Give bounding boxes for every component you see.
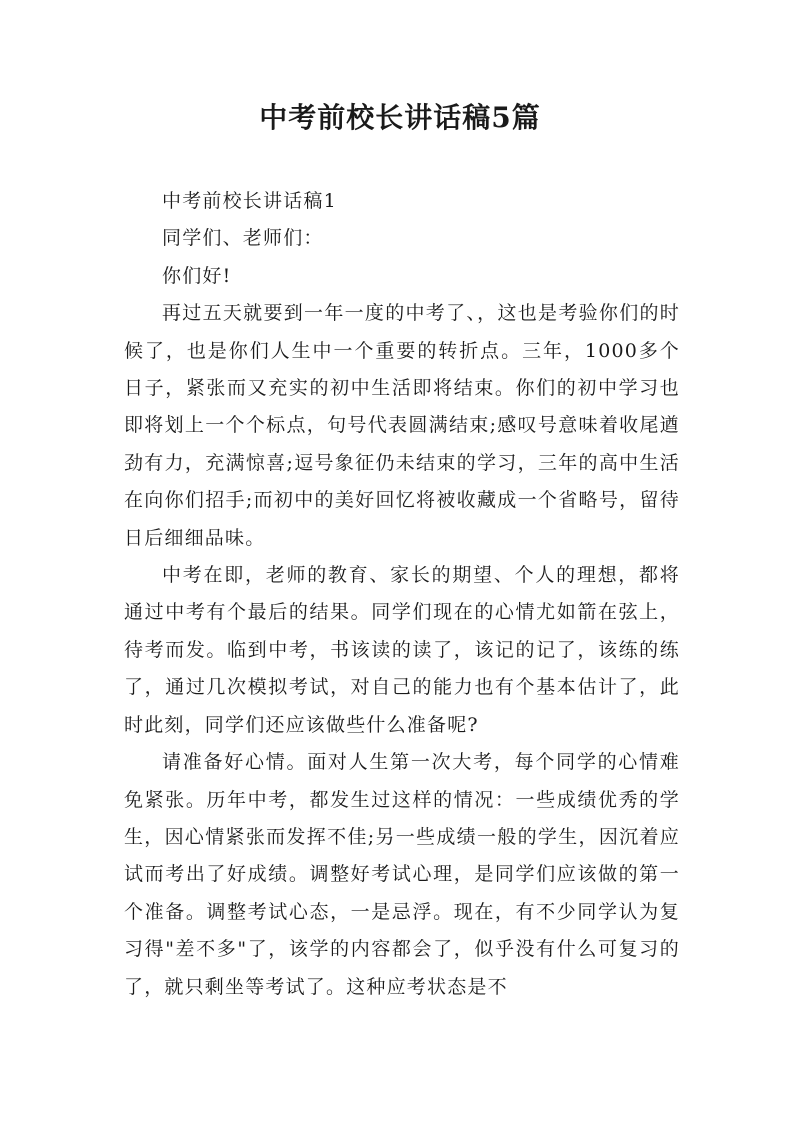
document-body — [124, 183, 680, 1006]
paragraph: 再过五天就要到一年一度的中考了、，这也是考验你们的时候了，也是你们人生中一个重要的转折点。三年，1000多个日子，紧张而又充实的初中生活即将结束。你们的初中学习也即将划上一个个标点，句号代表圆满结束;感叹号意味着收尾遒劲有力，充满惊喜;逗号象征仍未结束的学习，三年的高中生活在向你们招手;而初中的美好回忆将被收藏成一个省略号，留待日后细细品味。 — [124, 302, 680, 549]
paragraph: 请准备好心情。面对人生第一次大考，每个同学的心情难免紧张。历年中考，都发生过这样的情况：一些成绩优秀的学生，因心情紧张而发挥不佳;另一些成绩一般的学生，因沉着应试而考出了好成绩。调整好考试心理，是同学们应该做的第一个准备。调整考试心态，一是忌浮。现在，有不少同学认为复习得"差不多"了，该学的内容都会了，似乎没有什么可复习的了，就只剩坐等考试了。这种应考状态是不 — [124, 751, 680, 998]
salutation: 同学们、老师们： — [162, 227, 324, 250]
section-heading: 中考前校长讲话稿1 — [162, 190, 337, 212]
greeting: 你们好! — [162, 264, 232, 287]
document-title: 中考前校长讲话稿5篇 — [259, 101, 541, 134]
paragraph: 中考在即，老师的教育、家长的期望、个人的理想，都将通过中考有个最后的结果。同学们现在的心情尤如箭在弦上，待考而发。临到中考，书该读的读了，该记的记了，该练的练了，通过几次模拟考试，对自己的能力也有个基本估计了，此时此刻，同学们还应该做些什么准备呢? — [124, 564, 680, 736]
